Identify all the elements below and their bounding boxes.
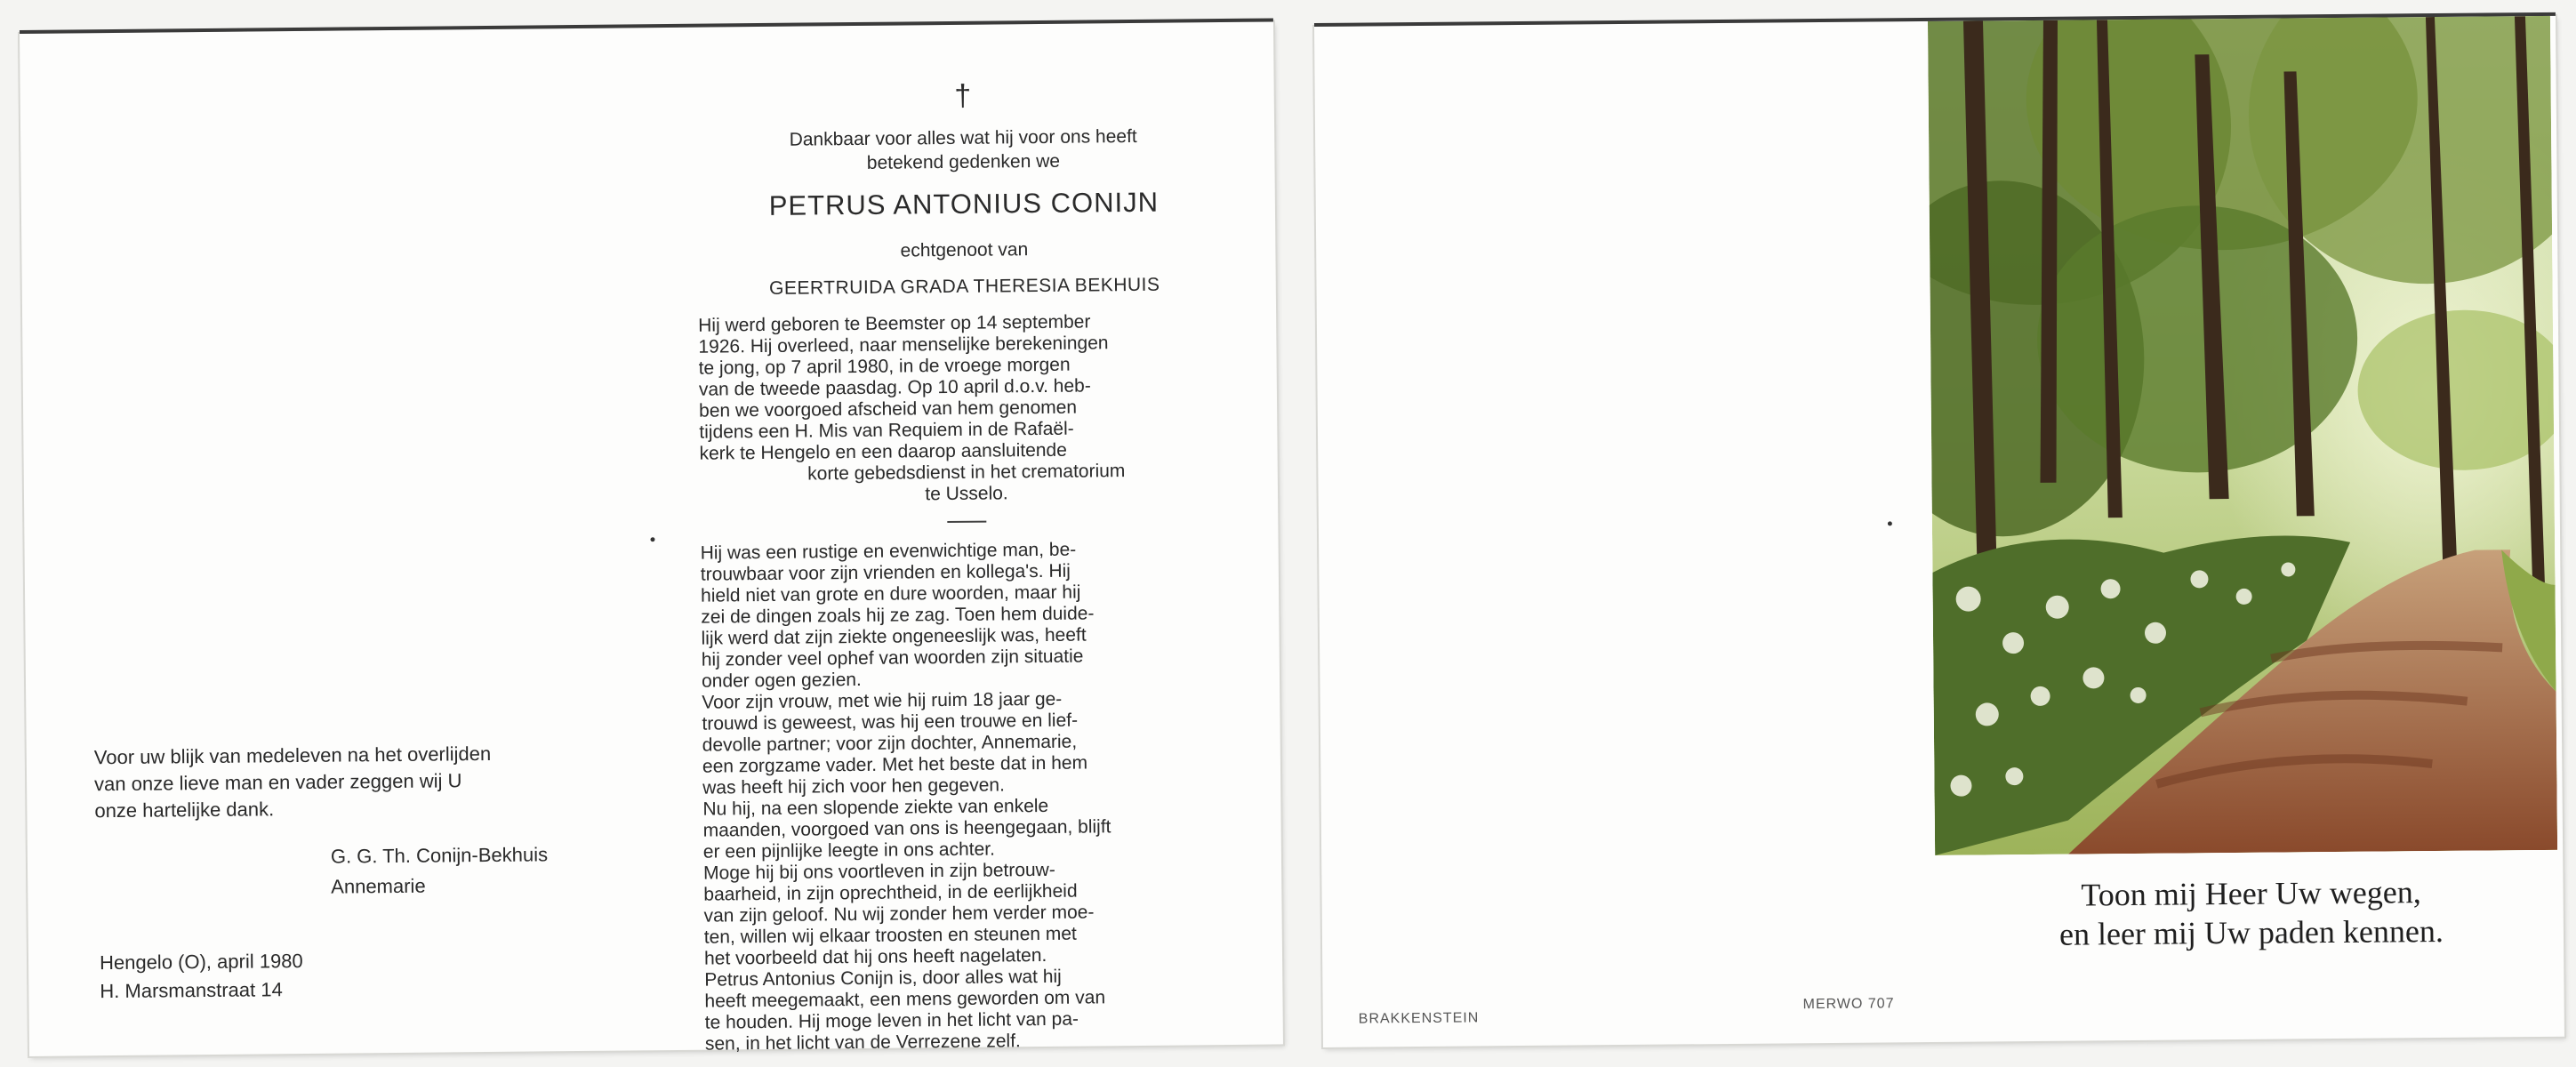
intro-line-1: Dankbaar voor alles wat hij voor ons heeft	[789, 125, 1137, 150]
street-address: H. Marsmanstraat 14	[100, 978, 283, 1003]
tribute-line: te houden. Hij moge leven in het licht van pa-	[704, 1008, 1079, 1033]
verse-line: en leer mij Uw paden kennen.	[2058, 912, 2444, 952]
tribute-line: sen, in het licht van de Verrezene zelf.	[704, 1031, 1021, 1055]
tribute-line: Hij was een rustige en evenwichtige man, be-	[700, 539, 1077, 564]
section-divider	[947, 521, 986, 523]
relation-label: echtgenoot van	[900, 239, 1029, 261]
thanks-block	[94, 740, 612, 905]
place-date: Hengelo (O), april 1980	[99, 949, 303, 975]
forest-path-image	[1928, 16, 2557, 855]
tribute-line: er een pijnlijke leegte in ons achter.	[702, 838, 996, 862]
tribute-line: baarheid, in zijn oprechtheid, in de eerlijkheid	[703, 880, 1078, 905]
bio-line: kerk te Hengelo en een daarop aansluitende	[699, 439, 1067, 464]
bio-line: te jong, op 7 april 1980, in de vroege morgen	[698, 354, 1071, 379]
spouse-name: GEERTRUIDA GRADA THERESIA BEKHUIS	[769, 274, 1160, 299]
deceased-name: PETRUS ANTONIUS CONIJN	[768, 186, 1160, 221]
signatory: Annemarie	[331, 874, 426, 898]
biography	[698, 310, 1233, 508]
memorial-card-outside	[1314, 16, 2564, 1047]
tribute-line: een zorgzame vader. Met het beste dat in hem	[702, 752, 1088, 777]
bio-line: 1926. Hij overleed, naar menselijke berekeningen	[698, 333, 1109, 357]
tribute-line: hij zonder veel ophef van woorden zijn situatie	[701, 646, 1084, 670]
tribute-line: Nu hij, na een slopende ziekte van enkele	[702, 795, 1049, 820]
tribute-line: onder ogen gezien.	[701, 669, 862, 692]
tribute-line: zei de dingen zoals hij ze zag. Toen hem duide-	[701, 603, 1095, 628]
address-block	[100, 944, 545, 1006]
bio-line: te Usselo.	[925, 483, 1008, 505]
tribute-line: devolle partner; voor zijn dochter, Annemarie,	[702, 731, 1078, 756]
tribute-line: trouwbaar voor zijn vrienden en kollega's. Hij	[700, 560, 1071, 585]
tribute-line: van zijn geloof. Nu wij zonder hem verder moe-	[703, 902, 1095, 927]
verse-line: Toon mij Heer Uw wegen,	[2081, 874, 2421, 913]
tribute-line: Moge hij bij ons voortleven in zijn betrouw-	[702, 859, 1055, 884]
fold-mark	[650, 537, 654, 542]
card-code: MERWO 707	[1802, 996, 1895, 1013]
publisher-imprint: BRAKKENSTEIN	[1358, 1010, 1480, 1027]
verse	[1944, 871, 2558, 955]
tribute-line: Petrus Antonius Conijn is, door alles wat hij	[704, 966, 1062, 991]
tribute-line: hield niet van grote en dure woorden, maar hij	[700, 582, 1081, 606]
tribute-line: heeft meegemaakt, een mens geworden om van	[704, 987, 1106, 1012]
thanks-line: van onze lieve man en vader zeggen wij U	[93, 769, 462, 796]
tribute-line: lijk werd dat zijn ziekte ongeneeslijk was, heeft	[701, 624, 1087, 649]
bio-line: ben we voorgoed afscheid van hem genomen	[698, 397, 1078, 421]
memorial-card-inside	[20, 21, 1283, 1055]
cross-icon: †	[954, 78, 972, 113]
card-top-edge	[20, 18, 1273, 34]
thanks-line: onze hartelijke dank.	[94, 798, 275, 822]
tribute-line: het voorbeeld dat hij ons heeft nagelaten.	[703, 944, 1047, 969]
tribute-line: maanden, voorgoed van ons is heengegaan, blijft	[702, 816, 1111, 841]
tribute	[701, 538, 1240, 1055]
tribute-line: ten, willen wij elkaar troosten en steunen met	[703, 923, 1077, 948]
intro-line-2: betekend gedenken we	[866, 150, 1061, 173]
path-photo	[1928, 16, 2557, 855]
bio-line: van de tweede paasdag. Op 10 april d.o.v. heb-	[698, 375, 1091, 400]
signatory: G. G. Th. Conijn-Bekhuis	[330, 843, 549, 868]
bio-line: korte gebedsdienst in het crematorium	[807, 461, 1126, 485]
signatures	[331, 839, 612, 903]
thanks-line: Voor uw blijk van medeleven na het overlijden	[93, 742, 492, 769]
memorial-text	[696, 76, 1239, 1055]
bio-line: Hij werd geboren te Beemster op 14 september	[698, 311, 1091, 336]
tribute-line: trouwd is geweest, was hij een trouwe en lief-	[702, 710, 1079, 734]
tribute-line: was heeft hij zich voor hen gegeven.	[702, 774, 1005, 798]
bio-line: tijdens een H. Mis van Requiem in de Rafaël-	[699, 418, 1074, 443]
fold-mark	[1888, 521, 1892, 525]
tribute-line: Voor zijn vrouw, met wie hij ruim 18 jaar ge-	[702, 688, 1063, 713]
